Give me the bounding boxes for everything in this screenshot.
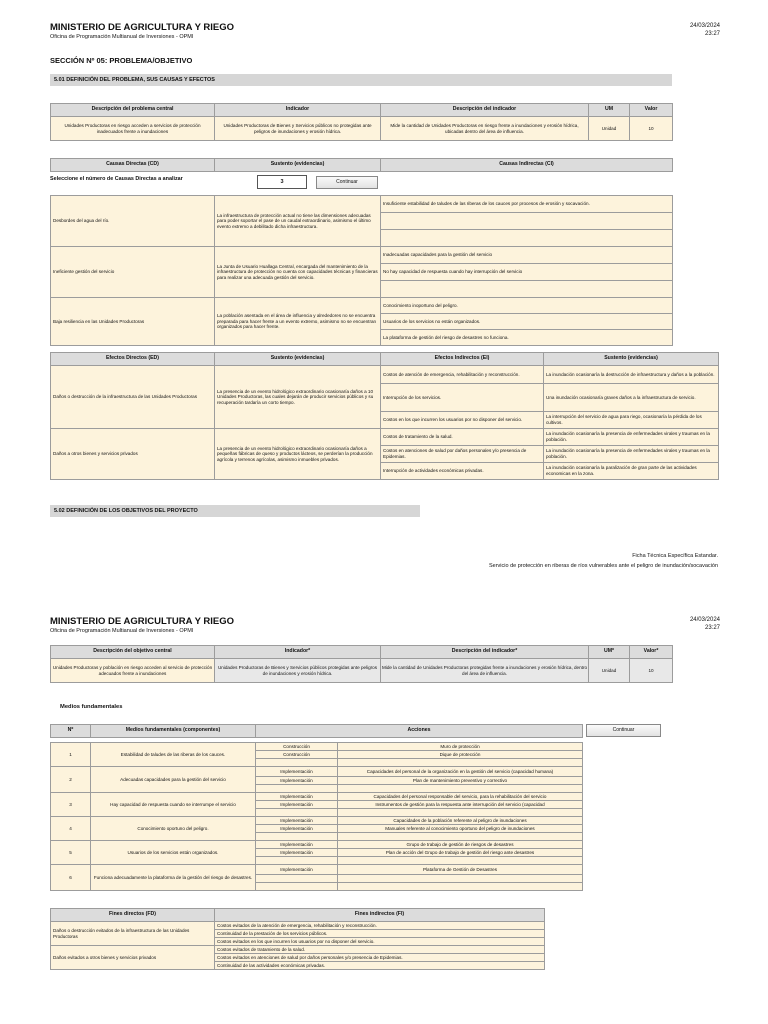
medio-num-6: 6 bbox=[51, 865, 91, 891]
accion-3-2[interactable]: Instrumentos de gestión para la respuesta ante interrupción del servicio (capacidad bbox=[338, 801, 583, 809]
accion-4-2[interactable]: Manuales referente al conocimiento oportuno del peligro de inundaciones bbox=[338, 825, 583, 833]
cause-indirect-2-2[interactable]: No hay capacidad de respuesta cuando hay interrupción del servicio bbox=[381, 264, 673, 281]
problem-um[interactable]: Unidad bbox=[589, 117, 630, 141]
accion-type-3-3[interactable] bbox=[256, 809, 338, 817]
accion-2-3[interactable] bbox=[338, 785, 583, 793]
header-objective: Descripción del objetivo central bbox=[51, 646, 215, 659]
effect-indirect-2-3[interactable]: Interrupción de actividades económicas privadas. bbox=[381, 463, 544, 480]
accion-5-1[interactable]: Grupo de trabajo de gestión de riesgos de desastres bbox=[338, 841, 583, 849]
cause-direct-1[interactable]: Desbordes del agua del río. bbox=[51, 196, 215, 247]
medio-num-3: 3 bbox=[51, 793, 91, 817]
effect-indirect-1-1[interactable]: Costos de atención de emergencia, rehabilitación y reconstrucción. bbox=[381, 366, 544, 384]
causes-rows bbox=[50, 195, 673, 346]
accion-type-3-2[interactable]: Implementación bbox=[256, 801, 338, 809]
effect-indirect-sustento-1-1[interactable]: La inundación ocasionaría la destrucción de infraestructura y daños a la población. bbox=[544, 366, 719, 384]
continue-button-2[interactable]: Continuar bbox=[586, 724, 661, 737]
header-sustento-ed: Sustento (evidencias) bbox=[215, 353, 381, 366]
accion-4-3[interactable] bbox=[338, 833, 583, 841]
accion-type-1-3[interactable] bbox=[256, 759, 338, 767]
header-acciones: Acciones bbox=[256, 725, 583, 738]
page2-date: 24/03/2024 bbox=[689, 617, 720, 623]
medio-1[interactable]: Estabilidad de taludes de las riberas de los cauces. bbox=[91, 743, 256, 767]
header-causas-indirectas: Causas Indirectas (CI) bbox=[381, 159, 673, 172]
problem-indicator[interactable]: Unidades Productoras de Bienes y Servicios públicos no protegidas ante peligros de inundaciones y erosión hídrica. bbox=[215, 117, 381, 141]
accion-6-1[interactable]: Plataforma de Gestión de Desastres bbox=[338, 865, 583, 875]
header-um: UM bbox=[589, 104, 630, 117]
page2-subtitle: Oficina de Programación Multianual de Inversiones - OPMI bbox=[50, 628, 194, 634]
causes-count-input[interactable]: 3 bbox=[257, 175, 307, 189]
effect-sustento-2[interactable]: La presencia de un evento hidrológico extraordinario ocasionaría daños a pequeñas fábricas de queso y productos lácteos, se perderían la producción agrícola y terrenos agrícolas, asimismo inmuebles privados. bbox=[215, 429, 381, 480]
header-fines-directos: Fines directos (FD) bbox=[51, 909, 215, 922]
accion-4-1[interactable]: Capacidades de la población referente al peligro de inundaciones bbox=[338, 817, 583, 825]
effects-table bbox=[50, 352, 719, 480]
effect-indirect-1-2[interactable]: Interrupción de los servicios. bbox=[381, 384, 544, 412]
accion-type-1-2[interactable]: Construcción bbox=[256, 751, 338, 759]
header-obj-valor: Valor* bbox=[630, 646, 673, 659]
accion-type-2-1[interactable]: Implementación bbox=[256, 767, 338, 777]
continue-button[interactable]: Continuar bbox=[316, 176, 378, 189]
footer-servicio: Servicio de protección en riberas de ríos vulnerables ante el peligro de inundación/socavación bbox=[489, 563, 718, 569]
cause-indirect-1-3[interactable] bbox=[381, 230, 673, 247]
medio-num-2: 2 bbox=[51, 767, 91, 793]
fines-table bbox=[50, 908, 545, 970]
accion-type-6-3[interactable] bbox=[256, 883, 338, 891]
page1-time: 23:27 bbox=[704, 31, 720, 37]
objective-um[interactable]: Unidad bbox=[589, 659, 630, 683]
header-causas-directas: Causas Directas (CD) bbox=[51, 159, 215, 172]
header-fines-indirectos: Fines indirectos (FI) bbox=[215, 909, 545, 922]
fin-directo-1[interactable]: Daños o destrucción evitados de la infraestructura de las Unidades Productoras bbox=[51, 922, 215, 946]
accion-1-2[interactable]: Dique de protección bbox=[338, 751, 583, 759]
medio-2[interactable]: Adecuadas capacidades para la gestión del servicio bbox=[91, 767, 256, 793]
cause-indirect-1-2[interactable] bbox=[381, 213, 673, 230]
medio-6[interactable]: Funciona adecuadamente la plataforma de la gestión del riesgo de desastres. bbox=[91, 865, 256, 891]
cause-indirect-3-3[interactable]: La plataforma de gestión del riesgo de desastres no funciona. bbox=[381, 330, 673, 346]
accion-type-5-1[interactable]: Implementación bbox=[256, 841, 338, 849]
select-label: Seleccione el número de Causas Directas a analizar bbox=[50, 176, 183, 182]
effect-indirect-sustento-1-3[interactable]: La interrupción del servicio de agua para riego, ocasionaría la pérdida de los cultivos. bbox=[544, 412, 719, 429]
page1-title: MINISTERIO DE AGRICULTURA Y RIEGO bbox=[50, 22, 235, 33]
header-valor: Valor bbox=[630, 104, 673, 117]
footer-ficha: Ficha Técnica Específica Estandar. bbox=[632, 553, 718, 559]
fin-indirecto-2-1[interactable]: Costos evitados de tratamiento de la salud. bbox=[215, 946, 545, 954]
header-indicator-desc: Descripción del indicador bbox=[381, 104, 589, 117]
medio-4[interactable]: Conocimiento oportuno del peligro. bbox=[91, 817, 256, 841]
problem-valor[interactable]: 10 bbox=[630, 117, 673, 141]
fin-indirecto-1-2[interactable]: Continuidad de la prestación de los servicios públicos. bbox=[215, 930, 545, 938]
objective-valor[interactable]: 10 bbox=[630, 659, 673, 683]
accion-type-4-1[interactable]: Implementación bbox=[256, 817, 338, 825]
header-numero: Nº bbox=[51, 725, 91, 738]
accion-type-4-3[interactable] bbox=[256, 833, 338, 841]
page1-date: 24/03/2024 bbox=[689, 23, 720, 29]
accion-3-3[interactable] bbox=[338, 809, 583, 817]
objective-central[interactable]: Unidades Productoras y población en riesgo acceden al servicio de protección adecuados frente a inundaciones bbox=[51, 659, 215, 683]
accion-6-3[interactable] bbox=[338, 883, 583, 891]
accion-type-1-1[interactable]: Construcción bbox=[256, 743, 338, 751]
medios-title: Medios fundamentales bbox=[60, 704, 123, 710]
section-title: SECCIÓN Nº 05: PROBLEMA/OBJETIVO bbox=[50, 56, 193, 65]
accion-2-2[interactable]: Plan de mantenimiento preventivo y correctivo bbox=[338, 777, 583, 785]
effect-indirect-1-3[interactable]: Costos en los que incurren los usuarios por no disponer del servicio. bbox=[381, 412, 544, 429]
accion-2-1[interactable]: Capacidades del personal de la organización en la gestión del servicio (capacidad humana) bbox=[338, 767, 583, 777]
medios-rows bbox=[50, 742, 583, 891]
medio-5[interactable]: Usuarios de los servicios están organizados. bbox=[91, 841, 256, 865]
header-sustento: Sustento (evidencias) bbox=[215, 159, 381, 172]
cause-sustento-1[interactable]: La infraestructura de protección actual no tiene las dimensiones adecuadas para poder soportar el pase de un caudal extraordinario, asimismo el último evento extremo a debilitado dicha infraestructura. bbox=[215, 196, 381, 247]
accion-type-6-1[interactable]: Implementación bbox=[256, 865, 338, 875]
causes-table bbox=[50, 158, 673, 172]
medio-num-1: 1 bbox=[51, 743, 91, 767]
objective-indicator[interactable]: Unidades Productoras de Bienes y Servicios públicos protegidas ante peligros de inundaciones y erosión hídrica. bbox=[215, 659, 381, 683]
accion-5-3[interactable] bbox=[338, 857, 583, 865]
page2-datetime bbox=[690, 616, 720, 632]
effect-direct-2[interactable]: Daños a otros bienes y servicios privados bbox=[51, 429, 215, 480]
subsection-5-02: 5.02 DEFINICIÓN DE LOS OBJETIVOS DEL PROYECTO bbox=[50, 505, 420, 517]
accion-6-2[interactable] bbox=[338, 875, 583, 883]
objective-table bbox=[50, 645, 673, 683]
cause-direct-2[interactable]: Ineficiente gestión del servicio bbox=[51, 247, 215, 298]
subsection-5-01: 5.01 DEFINICIÓN DEL PROBLEMA, SUS CAUSAS Y EFECTOS bbox=[50, 74, 672, 86]
effect-indirect-sustento-2-3[interactable]: La inundación ocasionaría la paralización de gran parte de las actividades economicas en la zona. bbox=[544, 463, 719, 480]
medio-num-4: 4 bbox=[51, 817, 91, 841]
cause-direct-3[interactable]: Baja resiliencia en las Unidades Productoras bbox=[51, 298, 215, 346]
accion-1-1[interactable]: Muro de protección bbox=[338, 743, 583, 751]
accion-5-2[interactable]: Plan de acción del Grupo de trabajo de gestión del riesgo ante desastres bbox=[338, 849, 583, 857]
effect-direct-1[interactable]: Daños o destrucción de la infraestructura de las Unidades Productoras bbox=[51, 366, 215, 429]
problem-table bbox=[50, 103, 673, 141]
accion-type-4-2[interactable]: Implementación bbox=[256, 825, 338, 833]
fin-indirecto-1-1[interactable]: Costos evitados de la atención de emergencia, rehabilitación y reconstrucción. bbox=[215, 922, 545, 930]
cause-sustento-3[interactable]: La población asentada en el área de influencia y alrededores no se encuentra preparada para hacer frente a un evento extremo, asimismo no se encuentran organizados para hacer frente. bbox=[215, 298, 381, 346]
cause-indirect-3-2[interactable]: Usuarios de los servicios no están organizados. bbox=[381, 314, 673, 330]
header-obj-indicator-desc: Descripción del indicador* bbox=[381, 646, 589, 659]
cause-indirect-2-3[interactable] bbox=[381, 281, 673, 298]
medios-table bbox=[50, 724, 583, 738]
header-obj-um: UM* bbox=[589, 646, 630, 659]
header-obj-indicator: Indicador* bbox=[215, 646, 381, 659]
header-efectos-indirectos: Efectos Indirectos (EI) bbox=[381, 353, 544, 366]
accion-1-3[interactable] bbox=[338, 759, 583, 767]
cause-indirect-2-1[interactable]: Inadecuadas capacidades para la gestión del servicio bbox=[381, 247, 673, 264]
cause-indirect-3-1[interactable]: Conocimiento inoportuno del peligro. bbox=[381, 298, 673, 314]
medio-num-5: 5 bbox=[51, 841, 91, 865]
cause-indirect-1-1[interactable]: Insuficiente estabilidad de taludes de las riberas de los cauces por procesos de erosión y socavación. bbox=[381, 196, 673, 213]
effect-indirect-sustento-2-2[interactable]: La inundación ocasionaría la presencia de enfermedades virales y traumas en la población. bbox=[544, 446, 719, 463]
page2-time: 23:27 bbox=[704, 625, 720, 631]
fin-indirecto-2-3[interactable]: Continuidad de las actividades económicas privadas. bbox=[215, 962, 545, 970]
header-sustento-ei: Sustento (evidencias) bbox=[544, 353, 719, 366]
problem-central[interactable]: Unidades Productoras en riesgo acceden a servicios de protección inadecuados frente a inundaciones bbox=[51, 117, 215, 141]
medio-3[interactable]: Hay capacidad de respuesta cuando se interrumpe el servicio bbox=[91, 793, 256, 817]
header-efectos-directos: Efectos Directos (ED) bbox=[51, 353, 215, 366]
header-medios: Medios fundamentales (componentes) bbox=[91, 725, 256, 738]
accion-type-5-2[interactable]: Implementación bbox=[256, 849, 338, 857]
accion-type-2-3[interactable] bbox=[256, 785, 338, 793]
page1-subtitle: Oficina de Programación Multianual de Inversiones - OPMI bbox=[50, 34, 194, 40]
accion-type-6-2[interactable] bbox=[256, 875, 338, 883]
accion-type-3-1[interactable]: Implementación bbox=[256, 793, 338, 801]
effect-indirect-sustento-1-2[interactable]: Una inundación ocasionaría graves daños a la infraestructura de servicio. bbox=[544, 384, 719, 412]
cause-sustento-2[interactable]: La Junta de Usuario Huallaga Central, encargada del mantenimiento de la infraestructura de protección no cuenta con capacidades técnicas y financieras para realizar una adecuada gestión del servicio. bbox=[215, 247, 381, 298]
accion-3-1[interactable]: Capacidades del personal responsable del servicio, para la rehabilitación del servicio bbox=[338, 793, 583, 801]
page1-datetime bbox=[690, 22, 720, 38]
fin-directo-2[interactable]: Daños evitados a otros bienes y servicios privados bbox=[51, 946, 215, 970]
header-problem: Descripción del problema central bbox=[51, 104, 215, 117]
accion-type-2-2[interactable]: Implementación bbox=[256, 777, 338, 785]
objective-indicator-desc[interactable]: Mide la cantidad de Unidades Productoras protegidas frente a inundaciones y erosión hídrica, dentro del área de influencia. bbox=[381, 659, 589, 683]
problem-indicator-desc[interactable]: Mide la cantidad de Unidades Productoras en riesgo frente a inundaciones y erosión hídrica, ubicadas dentro del área de influencia. bbox=[381, 117, 589, 141]
fin-indirecto-1-3[interactable]: Costos evitados en los que incurren los usuarios por no disponer del servicio. bbox=[215, 938, 545, 946]
fin-indirecto-2-2[interactable]: Costos evitados en atenciones de salud por daños personales y/o presencia de Epidemias. bbox=[215, 954, 545, 962]
effect-indirect-sustento-2-1[interactable]: La inundación ocasionaría la presencia de enfermedades virales y traumas en la población. bbox=[544, 429, 719, 446]
accion-type-5-3[interactable] bbox=[256, 857, 338, 865]
page2-title: MINISTERIO DE AGRICULTURA Y RIEGO bbox=[50, 616, 235, 627]
effect-sustento-1[interactable]: La presencia de un evento hidrológico extraordinario ocasionaría daños a 10 Unidades Productoras, las cuales dejarán de producir servicios públicos y su recuperación tardaría un corto tiempo. bbox=[215, 366, 381, 429]
effect-indirect-2-1[interactable]: Costos de tratamiento de la salud. bbox=[381, 429, 544, 446]
header-indicator: Indicador bbox=[215, 104, 381, 117]
effect-indirect-2-2[interactable]: Costos en atenciones de salud por daños personales y/o presencia de Epidemias. bbox=[381, 446, 544, 463]
